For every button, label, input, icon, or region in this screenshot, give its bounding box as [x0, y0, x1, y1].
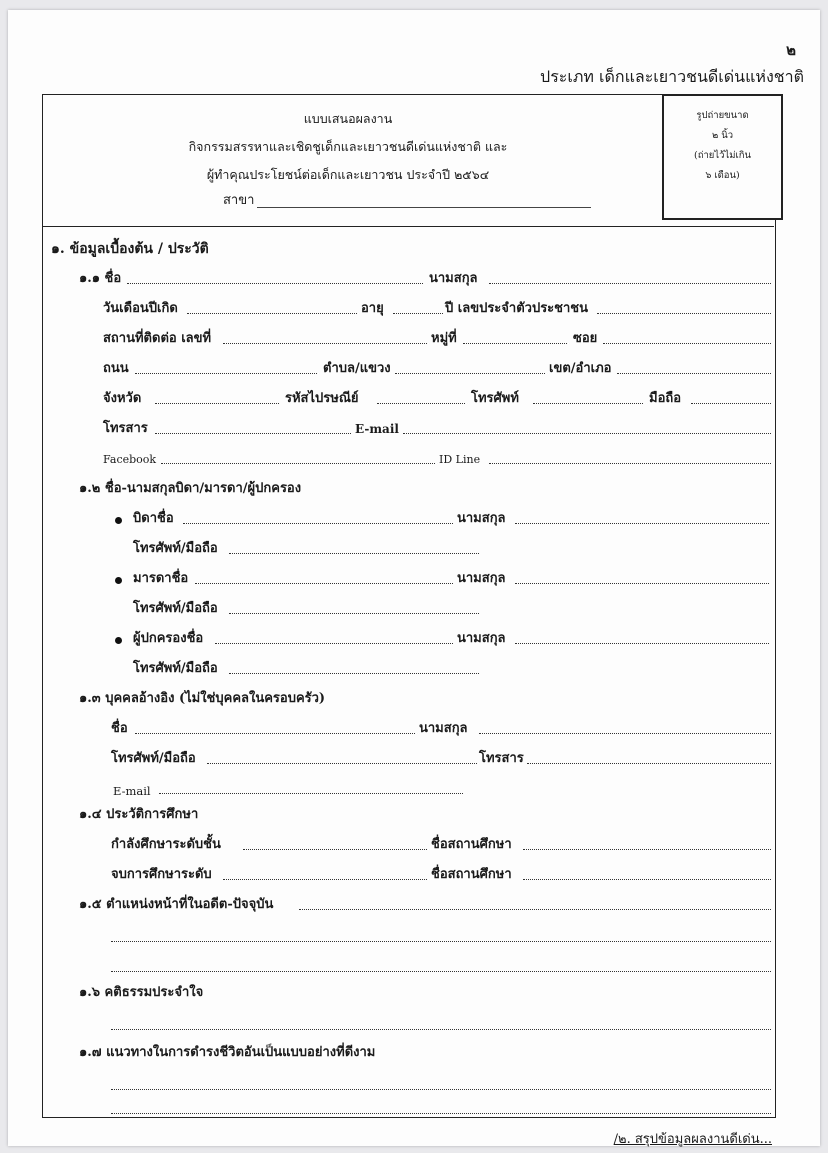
- s11-province-field[interactable]: [155, 403, 279, 404]
- s11-postcode-field[interactable]: [377, 403, 465, 404]
- s12-father-label: บิดาชื่อ: [133, 511, 174, 526]
- s13-surname-label: นามสกุล: [419, 721, 468, 736]
- s14-school-field[interactable]: [523, 849, 771, 850]
- s12-guardian-surname-field[interactable]: [515, 643, 769, 644]
- s14-school2-field[interactable]: [523, 879, 771, 880]
- s11-name-field[interactable]: [127, 283, 423, 284]
- s14-title: ๑.๔ ประวัติการศึกษา: [79, 807, 199, 822]
- s14-graduated-field[interactable]: [223, 879, 427, 880]
- s11-phone-label: โทรศัพท์: [471, 391, 519, 406]
- s14-school2-label: ชื่อสถานศึกษา: [431, 867, 512, 882]
- s11-road-field[interactable]: [135, 373, 317, 374]
- s11-district-field[interactable]: [617, 373, 771, 374]
- s11-email-label: E-mail: [355, 422, 399, 436]
- form-frame: [42, 94, 776, 1118]
- s15-field-2[interactable]: [111, 941, 771, 942]
- s12-guardian-label: ผู้ปกครองชื่อ: [133, 631, 204, 646]
- s13-surname-field[interactable]: [479, 733, 771, 734]
- photo-line-2: ๒ นิ้ว: [711, 130, 734, 141]
- s15-title: ๑.๕ ตำแหน่งหน้าที่ในอดีต-ปัจจุบัน: [79, 897, 274, 912]
- s12-guardian-field[interactable]: [215, 643, 453, 644]
- s16-field[interactable]: [111, 1029, 771, 1030]
- s11-mobile-label: มือถือ: [649, 391, 682, 406]
- branch-field[interactable]: [257, 207, 591, 208]
- s11-soi-field[interactable]: [603, 343, 771, 344]
- s11-mobile-field[interactable]: [691, 403, 771, 404]
- s11-age-field[interactable]: [393, 313, 443, 314]
- header-line-1: แบบเสนอผลงาน: [303, 111, 393, 126]
- s11-surname-label: นามสกุล: [429, 271, 478, 286]
- s11-address-label: สถานที่ติดต่อ เลขที่: [103, 331, 212, 346]
- next-page-note: /๒. สรุปข้อมูลผลงานดีเด่น...: [613, 1132, 772, 1147]
- section-1-title: ๑. ข้อมูลเบื้องต้น / ประวัติ: [51, 241, 209, 257]
- s12-mother-surname-field[interactable]: [515, 583, 769, 584]
- s15-field-3[interactable]: [111, 971, 771, 972]
- s11-email-field[interactable]: [403, 433, 771, 434]
- form-header: [43, 95, 774, 227]
- s12-father-phone-field[interactable]: [229, 553, 479, 554]
- s12-mother-field[interactable]: [195, 583, 453, 584]
- s13-fax-label: โทรสาร: [479, 751, 524, 766]
- s13-name-field[interactable]: [135, 733, 415, 734]
- branch-label: สาขา: [223, 193, 255, 208]
- s14-current-label: กำลังศึกษาระดับชั้น: [111, 837, 221, 852]
- s11-dob-label: วันเดือนปีเกิด: [103, 301, 178, 316]
- s13-fax-field[interactable]: [527, 763, 771, 764]
- s11-dob-field[interactable]: [187, 313, 357, 314]
- form-page: [8, 10, 820, 1146]
- s12-father-surname-field[interactable]: [515, 523, 769, 524]
- s11-subdistrict-label: ตำบล/แขวง: [323, 361, 391, 376]
- bullet-icon: [115, 637, 122, 644]
- s11-phone-field[interactable]: [533, 403, 643, 404]
- s11-postcode-label: รหัสไปรษณีย์: [285, 391, 359, 406]
- s12-father-field[interactable]: [183, 523, 453, 524]
- s15-field-1[interactable]: [299, 909, 771, 910]
- s12-guardian-phone-field[interactable]: [229, 673, 479, 674]
- s11-line-field[interactable]: [489, 463, 771, 464]
- s13-email-field[interactable]: [159, 793, 463, 794]
- s11-age-label: อายุ: [361, 301, 384, 316]
- s11-moo-label: หมู่ที่: [431, 331, 457, 346]
- s12-guardian-surname-label: นามสกุล: [457, 631, 506, 646]
- s11-id-label: ปี เลขประจำตัวประชาชน: [445, 301, 588, 316]
- s12-father-phone-label: โทรศัพท์/มือถือ: [133, 541, 218, 556]
- header-line-3: ผู้ทำคุณประโยชน์ต่อเด็กและเยาวชน ประจำปี ๒๕๖๔: [206, 167, 490, 182]
- photo-line-3: (ถ่ายไว้ไม่เกิน: [693, 150, 751, 161]
- page-number: ๒: [786, 41, 796, 59]
- s11-address-field[interactable]: [223, 343, 427, 344]
- s17-field-1[interactable]: [111, 1089, 771, 1090]
- s14-current-field[interactable]: [243, 849, 427, 850]
- s16-title: ๑.๖ คติธรรมประจำใจ: [79, 985, 204, 1000]
- s11-province-label: จังหวัด: [103, 391, 142, 406]
- s11-fax-field[interactable]: [155, 433, 351, 434]
- s12-mother-surname-label: นามสกุล: [457, 571, 506, 586]
- s12-mother-label: มารดาชื่อ: [133, 571, 189, 586]
- s11-moo-field[interactable]: [463, 343, 567, 344]
- photo-line-4: ๖ เดือน): [705, 170, 740, 181]
- s14-graduated-label: จบการศึกษาระดับ: [111, 867, 212, 882]
- s14-school-label: ชื่อสถานศึกษา: [431, 837, 512, 852]
- s11-id-field[interactable]: [597, 313, 771, 314]
- s11-facebook-field[interactable]: [161, 463, 435, 464]
- s11-line-label: ID Line: [439, 453, 481, 466]
- s11-fax-label: โทรสาร: [103, 421, 148, 436]
- s11-name-label: ๑.๑ ชื่อ: [79, 271, 122, 286]
- s11-subdistrict-field[interactable]: [395, 373, 545, 374]
- s11-district-label: เขต/อำเภอ: [549, 361, 612, 376]
- photo-box: [662, 94, 783, 220]
- s11-surname-field[interactable]: [489, 283, 771, 284]
- category-title: ประเภท เด็กและเยาวชนดีเด่นแห่งชาติ: [540, 67, 804, 86]
- s13-email-label: E-mail: [113, 784, 151, 798]
- s17-title: ๑.๗ แนวทางในการดำรงชีวิตอันเป็นแบบอย่างที่ดีงาม: [79, 1045, 376, 1060]
- photo-line-1: รูปถ่ายขนาด: [696, 110, 749, 121]
- s12-guardian-phone-label: โทรศัพท์/มือถือ: [133, 661, 218, 676]
- s12-mother-phone-label: โทรศัพท์/มือถือ: [133, 601, 218, 616]
- s11-road-label: ถนน: [103, 361, 129, 376]
- bullet-icon: [115, 517, 122, 524]
- s17-field-2[interactable]: [111, 1113, 771, 1114]
- s12-title: ๑.๒ ชื่อ-นามสกุลบิดา/มารดา/ผู้ปกครอง: [79, 481, 302, 496]
- s13-name-label: ชื่อ: [111, 721, 128, 736]
- header-line-2: กิจกรรมสรรหาและเชิดชูเด็กและเยาวชนดีเด่นแห่งชาติ และ: [188, 139, 508, 154]
- s13-title: ๑.๓ บุคคลอ้างอิง (ไม่ใช่บุคคลในครอบครัว): [79, 691, 326, 706]
- s12-father-surname-label: นามสกุล: [457, 511, 506, 526]
- s12-mother-phone-field[interactable]: [229, 613, 479, 614]
- s11-soi-label: ซอย: [573, 331, 598, 346]
- s13-phone-field[interactable]: [207, 763, 477, 764]
- s13-phone-label: โทรศัพท์/มือถือ: [111, 751, 196, 766]
- s11-facebook-label: Facebook: [103, 453, 157, 466]
- bullet-icon: [115, 577, 122, 584]
